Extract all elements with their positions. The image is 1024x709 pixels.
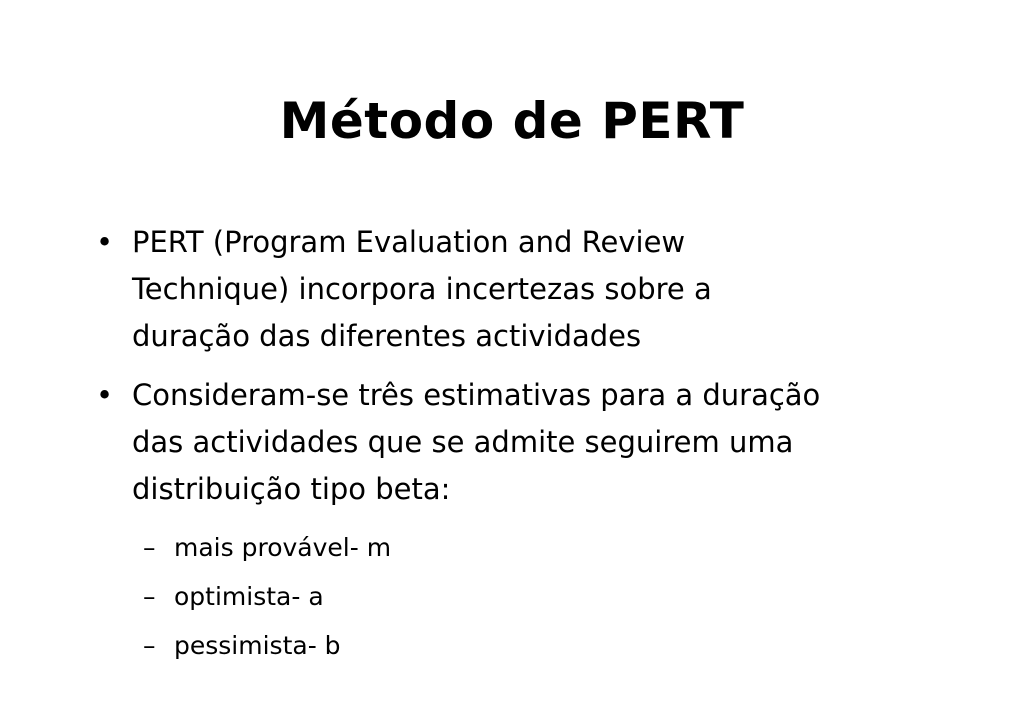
sub-bullet-marker: – (143, 533, 156, 562)
bullet-marker: • (96, 225, 114, 259)
bullet-text: Consideram-se três estimativas para a duração das actividades que se admite seguirem uma distribuição tipo beta: (132, 378, 821, 506)
sub-bullet-text: pessimista- b (174, 631, 341, 660)
bullet-text: PERT (Program Evaluation and Review Technique) incorpora incertezas sobre a duração das diferentes actividades (132, 225, 712, 353)
slide-title: Método de PERT (279, 92, 745, 150)
bullet-marker: • (96, 378, 114, 412)
sub-bullet-marker: – (143, 631, 156, 660)
sub-bullet-marker: – (143, 582, 156, 611)
sub-bullet-text: mais provável- m (174, 533, 392, 562)
sub-bullet-text: optimista- a (174, 582, 324, 611)
